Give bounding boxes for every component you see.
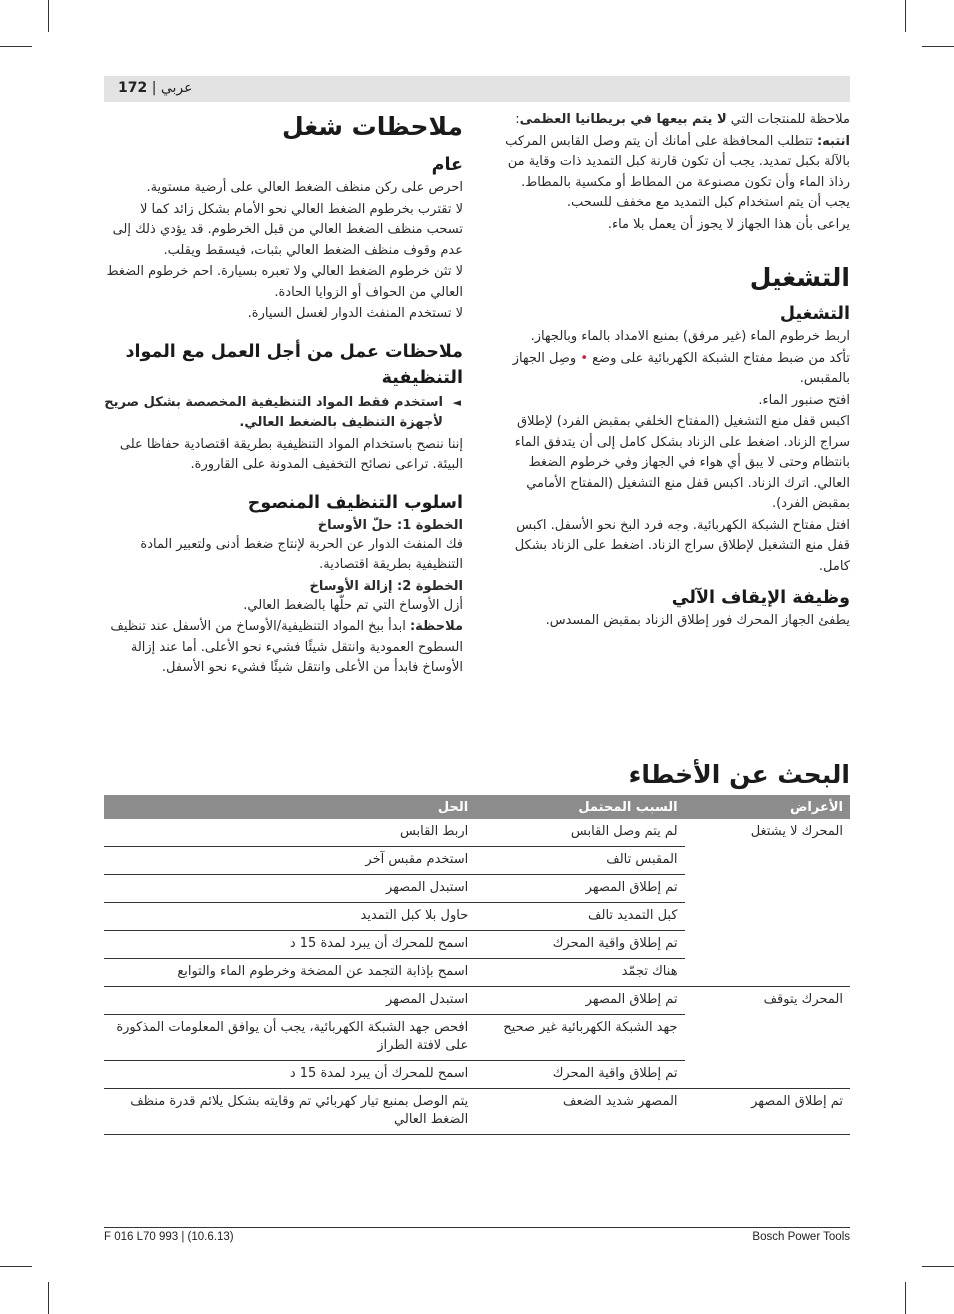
general-paragraph-1: احرص على ركن منظف الضغط العالي على أرضية مستوية. [146, 180, 463, 195]
step-1-text: فك المنفث الدوار عن الحربة لإنتاج ضغط أدنى ولتعبير المادة التنظيفية بطريقة اقتصادية. [140, 536, 463, 572]
bullet-arrow-icon: ◄ [452, 395, 461, 409]
footer-rule [104, 1227, 850, 1228]
troubleshooting-title-wrap [104, 758, 850, 792]
cause-cell: هناك تجمّد [475, 959, 684, 987]
remedy-cell: اسمح للمحرك أن يبرد لمدة 15 د [104, 1061, 475, 1089]
footer-doc-number: F 016 L70 993 | (10.6.13) [104, 1231, 234, 1243]
remedy-cell: اسمح بإذابة التجمد عن المضخة وخرطوم الماء والتوابع [104, 959, 475, 987]
remedy-cell: حاول بلا كبل التمديد [104, 903, 475, 931]
startup-paragraph-3: افتح صنبور الماء. [758, 392, 850, 408]
page-language: عربي [160, 80, 193, 96]
cause-cell: تم إطلاق واقية المحرك [475, 1061, 684, 1089]
page-number: 172 [118, 80, 148, 96]
off-position-dot: • [580, 350, 588, 366]
startup-subtitle: التشغيل [779, 304, 850, 324]
remedy-cell: اسمح للمحرك أن يبرد لمدة 15 د [104, 931, 475, 959]
table-header-row [104, 795, 850, 819]
method-subtitle: اسلوب التنظيف المنصوح [247, 492, 463, 513]
symptom-cell: تم إطلاق المصهر [685, 1089, 850, 1135]
column-header-symptom: الأعراض [685, 795, 850, 819]
crop-mark [905, 1282, 906, 1314]
step-1-title: الخطوة 1: حلّ الأوساخ [317, 517, 463, 533]
detergent-paragraph: إننا ننصح باستخدام المواد التنظيفية بطريقة اقتصادية حفاظا على البيئة. تراعى نصائح التخفيف المدونة على القارورة. [119, 436, 463, 472]
startup-p2-text: تأكد من ضبط مفتاح الشبكة الكهربائية على وضع [587, 350, 850, 366]
header-separator: | [151, 80, 161, 96]
crop-mark [48, 1282, 49, 1314]
cause-cell: جهد الشبكة الكهربائية غير صحيح [475, 1015, 684, 1061]
step-2-text: أزل الأوساخ التي تم حلّها بالضغط العالي. [243, 597, 463, 613]
method-note-text: ابدأ ببخ المواد التنظيفية/الأوساخ من الأسفل عند تنظيف السطوح العمودية وانتقل شيئًا فشيء نحو الأعلى. أما عند إزالة الأوساخ فابدأ من الأعلى وانتقل شيئًا فشيء نحو الأسفل. [110, 619, 463, 675]
detergent-subtitle: ملاحظات عمل من أجل العمل مع المواد التنظيفية [125, 341, 463, 388]
symptom-cell: المحرك لا يشتغل [685, 819, 850, 987]
crop-mark [0, 46, 32, 47]
troubleshooting-title: البحث عن الأخطاء [628, 760, 850, 789]
attention-text: تتطلب المحافظة على أمانك أن يتم وصل القابس المركب بالآلة بكبل تمديد. يجب أن تكون قارنة كبل التمديد ذات وقاية من رذاذ الماء وأن تكون مصنوعة من المطاط أو مكسية بالمطاط. يجب أن يتم استخدام كبل التمديد مع مخفف للسحب. [505, 133, 850, 210]
left-column [104, 110, 463, 680]
uk-note-colon: : [515, 112, 520, 127]
right-column [495, 110, 850, 633]
column-header-remedy: الحل [104, 795, 475, 819]
troubleshooting-table [104, 795, 850, 1135]
method-note-label: ملاحظة: [409, 619, 463, 634]
table-row [104, 987, 850, 1015]
crop-mark [922, 1266, 954, 1267]
footer-brand: Bosch Power Tools [752, 1231, 850, 1243]
page-header [104, 76, 850, 102]
startup-paragraph-2 [495, 349, 850, 390]
cause-cell: المقبس تالف [475, 847, 684, 875]
cause-cell: المصهر شديد الضعف [475, 1089, 684, 1135]
detergent-bullet [104, 393, 463, 433]
cause-cell: كبل التمديد تالف [475, 903, 684, 931]
method-note [104, 617, 463, 679]
page-header-text [118, 80, 193, 96]
detergent-bullet-text: استخدم فقط المواد التنظيفية المخصصة بشكل صريح لأجهزة التنظيف بالضغط العالي. [104, 394, 443, 430]
attention-label: انتبه: [816, 133, 850, 149]
crop-mark [905, 0, 906, 32]
startup-paragraph-5: افتل مفتاح الشبكة الكهربائية. وجه فرد البخ نحو الأسفل. اكبس قفل منع التشغيل لإطلاق سراج الزناد. اضغط على الزناد بشكل كامل. [514, 517, 850, 574]
remedy-cell: استخدم مقبس آخر [104, 847, 475, 875]
symptom-cell: المحرك يتوقف [685, 987, 850, 1089]
step-2-title: الخطوة 2: إزالة الأوساخ [309, 578, 463, 594]
operation-title: التشغيل [749, 263, 850, 292]
cause-cell: تم إطلاق المصهر [475, 987, 684, 1015]
table-row [104, 819, 850, 847]
general-paragraph-4: لا تستخدم المنفث الدوار لغسل السيارة. [247, 306, 463, 321]
cause-cell: لم يتم وصل القابس [475, 819, 684, 847]
startup-paragraph-1: اربط خرطوم الماء (غير مرفق) بمنبع الامداد بالماء وبالجهاز. [530, 329, 850, 344]
remedy-cell: افحص جهد الشبكة الكهربائية، يجب أن يوافق المعلومات المذكورة على لافتة الطراز [104, 1015, 475, 1061]
work-notes-title: ملاحظات شغل [281, 112, 463, 141]
crop-mark [0, 1266, 32, 1267]
autostop-subtitle: وظيفة الإيقاف الآلي [671, 588, 850, 608]
uk-note-text: ملاحظة للمنتجات التي [726, 112, 850, 127]
cause-cell: تم إطلاق المصهر [475, 875, 684, 903]
general-paragraph-2: لا تقترب بخرطوم الضغط العالي نحو الأمام بشكل زائد كما لا تسحب منظف الضغط العالي من قبل الخرطوم. قد يؤدي ذلك إلى عدم وقوف منظف الضغط العالي بثبات، فيسقط ويقلب. [112, 201, 463, 258]
uk-note-bold: لا يتم بيعها في بريطانيا العظمى [519, 112, 727, 127]
column-header-cause: السبب المحتمل [475, 795, 684, 819]
crop-mark [922, 46, 954, 47]
startup-p2-text-end: وصِل الجهاز بالمقبس. [512, 350, 850, 386]
remedy-cell: يتم الوصل بمنبع تيار كهربائي تم وقايته بشكل يلائم قدرة منظف الضغط العالي [104, 1089, 475, 1135]
crop-mark [48, 0, 49, 32]
table-row [104, 1089, 850, 1135]
remedy-cell: استبدل المصهر [104, 875, 475, 903]
uk-note [495, 110, 850, 131]
cause-cell: تم إطلاق واقية المحرك [475, 931, 684, 959]
startup-paragraph-4: اكبس قفل منع التشغيل (المفتاح الخلفي بمقبض الفرد) لإطلاق سراج الزناد. اضغط على الزناد بشكل كامل إلى أن يتدفق الماء بانتظام وحتى لا يبق أي هواء في الجهاز وفي خرطوم الضغط العالي. اترك الزناد. اكبس قفل منع التشغيل (المفتاح الأمامي بمقبض الفرد). [514, 414, 850, 511]
attention-paragraph [495, 132, 850, 214]
general-paragraph-3: لا تثن خرطوم الضغط العالي ولا تعبره بسيارة. احم خرطوم الضغط العالي من الحواف أو الزوايا الحادة. [106, 264, 463, 300]
autostop-paragraph: يطفئ الجهاز المحرك فور إطلاق الزناد بمقبض المسدس. [545, 613, 850, 628]
no-water-paragraph: يراعى بأن هذا الجهاز لا يجوز أن يعمل بلا ماء. [607, 216, 850, 232]
general-subtitle: عام [431, 155, 463, 175]
remedy-cell: اربط القابس [104, 819, 475, 847]
remedy-cell: استبدل المصهر [104, 987, 475, 1015]
